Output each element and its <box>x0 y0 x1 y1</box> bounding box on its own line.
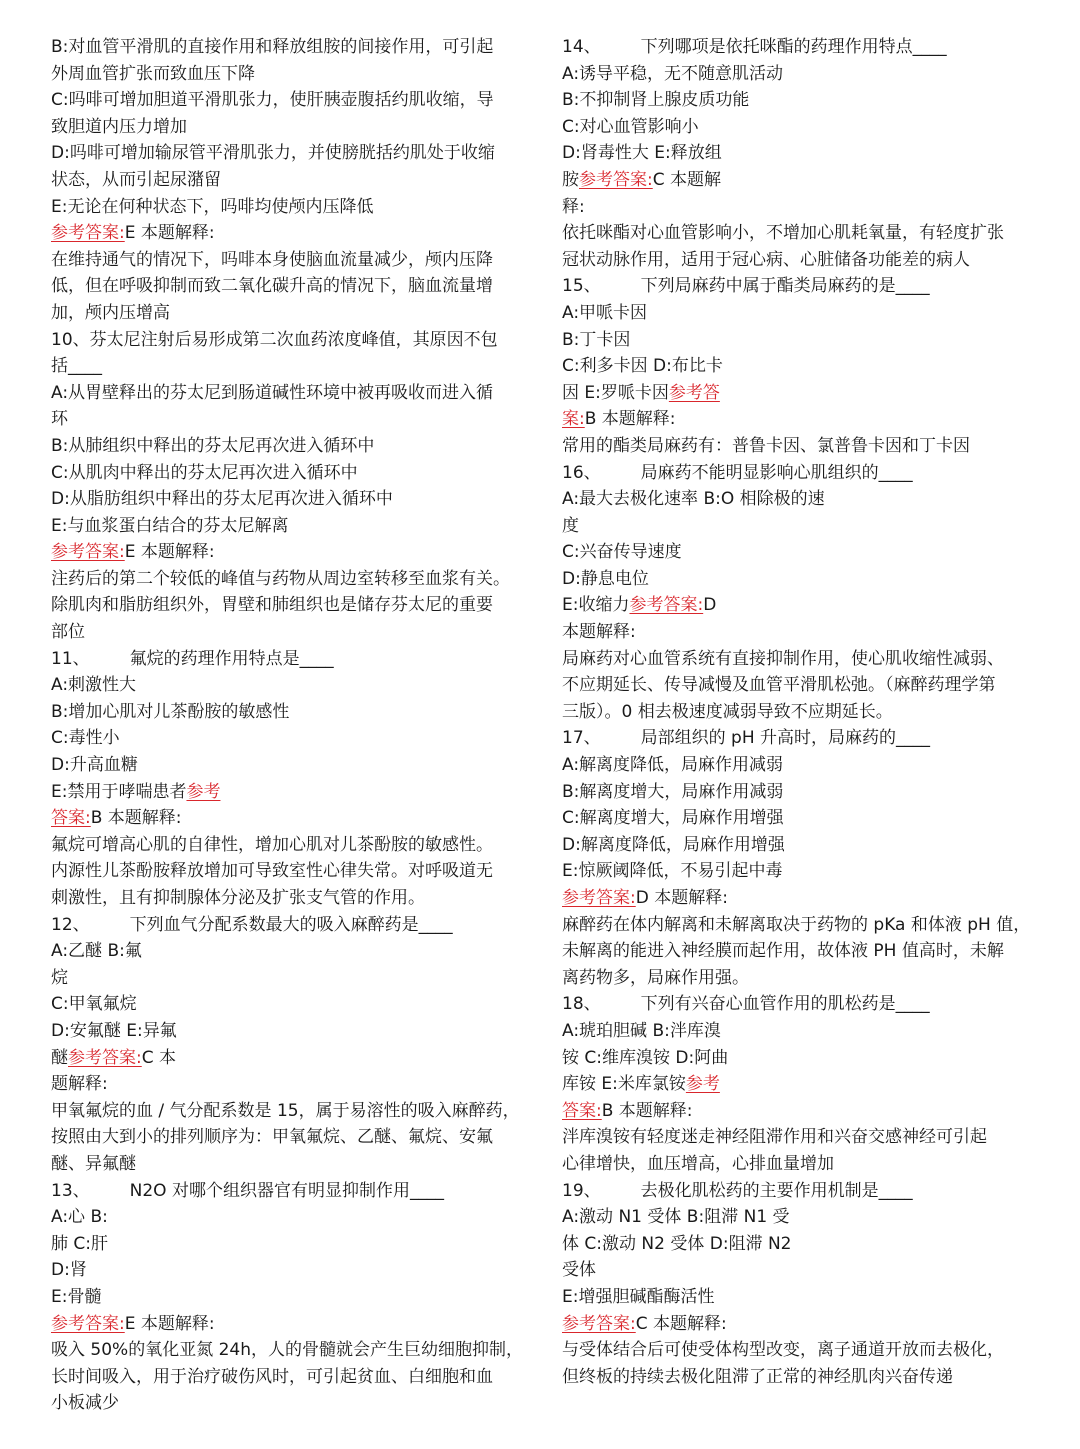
text-line <box>562 539 1057 566</box>
line-text: C:甲氧氟烷 <box>51 994 137 1015</box>
line-text: A:甲哌卡因 <box>562 302 648 323</box>
question-line <box>562 1178 1057 1205</box>
text-line <box>51 513 541 540</box>
text-line <box>562 513 1057 540</box>
line-text: A:从胃壁释出的芬太尼到肠道碱性环境中被再吸收而进入循 <box>51 382 494 403</box>
question-text: 下列局麻药中属于酯类局麻药的是____ <box>640 276 930 297</box>
text-line <box>562 327 1057 354</box>
text-line <box>51 34 541 61</box>
answer-line <box>51 1045 541 1072</box>
answer-line <box>51 220 541 247</box>
answer-line <box>562 885 1057 912</box>
text-line <box>51 699 541 726</box>
text-line <box>51 592 541 619</box>
line-text: 离药物多，局麻作用强。 <box>562 967 749 988</box>
reference-answer-label: 参考 <box>685 1074 720 1095</box>
answer-value: C 本 <box>141 1047 177 1068</box>
answer-line <box>51 779 541 806</box>
text-line <box>562 646 1057 673</box>
line-text: 麻醉药在体内解离和未解离取决于药物的 pKa 和体液 pH 值， <box>562 914 1031 935</box>
line-text: 题解释: <box>51 1074 108 1095</box>
line-text: E:与血浆蛋白结合的芬太尼解离 <box>51 515 289 536</box>
line-text: C:对心血管影响小 <box>562 116 699 137</box>
answer-value: D 本题解释: <box>635 888 728 908</box>
text-line <box>562 619 1057 646</box>
answer-line <box>562 1071 1057 1098</box>
line-text: B:从肺组织中释出的芬太尼再次进入循环中 <box>51 435 375 456</box>
line-text: D:升高血糖 <box>51 755 138 776</box>
answer-value: B 本题解释: <box>601 1100 693 1121</box>
line-text: B:解离度增大，局麻作用减弱 <box>562 781 784 802</box>
line-text: D:安氟醚 E:异氟 <box>51 1020 177 1041</box>
text-line <box>562 832 1057 859</box>
text-line <box>562 1045 1057 1072</box>
line-text: 长时间吸入，用于治疗破伤风时，可引起贫血、白细胞和血 <box>51 1366 493 1387</box>
line-text: 铵 C:维库溴铵 D:阿曲 <box>562 1047 729 1068</box>
text-line <box>51 406 541 433</box>
line-text: 冠状动脉作用，适用于冠心病、心脏储备功能差的病人 <box>562 249 970 270</box>
question-line <box>562 460 1057 487</box>
line-text: 10、芬太尼注射后易形成第二次血药浓度峰值，其原因不包 <box>51 329 498 350</box>
line-text: B:丁卡因 <box>562 329 631 350</box>
line-text: 本题解释: <box>562 622 636 643</box>
answer-line <box>562 592 1057 619</box>
text-line <box>562 672 1057 699</box>
line-text: D:肾毒性大 E:释放组 <box>562 143 722 164</box>
text-line <box>51 991 541 1018</box>
text-line <box>51 1204 541 1231</box>
text-line <box>562 699 1057 726</box>
reference-answer-label: 参考答案: <box>68 1047 142 1068</box>
text-line <box>51 380 541 407</box>
line-text: E:骨髓 <box>51 1286 102 1307</box>
text-line <box>51 752 541 779</box>
line-text: 受体 <box>562 1260 596 1281</box>
line-text: 吸入 50%的氧化亚氮 24h，人的骨髓就会产生巨幼细胞抑制， <box>51 1340 523 1361</box>
text-line <box>562 1018 1057 1045</box>
line-text: 环 <box>51 409 68 430</box>
question-number: 14、 <box>562 37 601 57</box>
question-line <box>562 34 1057 61</box>
text-line <box>51 1124 541 1151</box>
text-line <box>51 619 541 646</box>
line-text: 内源性儿茶酚胺释放增加可导致室性心律失常。对呼吸道无 <box>51 861 493 882</box>
text-line <box>51 858 541 885</box>
text-line <box>562 858 1057 885</box>
line-prefix: 库铵 E:米库氯铵 <box>562 1074 686 1095</box>
text-line <box>562 1204 1057 1231</box>
text-line <box>51 194 541 221</box>
line-text: 烷 <box>51 967 68 988</box>
line-text: 注药后的第二个较低的峰值与药物从周边室转移至血浆有关。 <box>51 568 510 589</box>
line-prefix: 胺 <box>562 169 579 190</box>
reference-answer-label: 参考答案: <box>562 888 636 908</box>
line-text: D:解离度降低，局麻作用增强 <box>562 834 785 855</box>
text-line <box>562 1284 1057 1311</box>
line-text: 低，但在呼吸抑制而致二氧化碳升高的情况下，脑血流量增 <box>51 276 493 297</box>
line-text: 不应期延长、传导减慢及血管平滑肌松弛。（麻醉药理学第 <box>562 675 996 696</box>
question-number: 17、 <box>562 728 601 749</box>
line-text: 括____ <box>51 356 102 377</box>
text-line <box>562 247 1057 274</box>
text-line <box>562 87 1057 114</box>
text-line <box>51 433 541 460</box>
line-text: C:利多卡因 D:布比卡 <box>562 356 723 377</box>
text-line <box>51 460 541 487</box>
line-text: 心律增快，血压增高，心排血量增加 <box>562 1153 834 1174</box>
line-text: A:乙醚 B:氟 <box>51 941 142 962</box>
reference-answer-label: 答案: <box>562 1100 602 1121</box>
question-number: 19、 <box>562 1180 601 1201</box>
question-text: 氟烷的药理作用特点是____ <box>129 648 334 669</box>
reference-answer-label: 案: <box>562 409 585 430</box>
line-text: A:琥珀胆碱 B:泮库溴 <box>562 1020 721 1041</box>
reference-answer-label: 答案: <box>51 808 91 829</box>
line-text: E:增强胆碱酯酶活性 <box>562 1286 715 1307</box>
line-text: E:惊厥阈降低，不易引起中毒 <box>562 861 783 882</box>
line-text: 三版）。0 相去极速度减弱导致不应期延长。 <box>562 701 893 722</box>
text-line <box>51 87 541 114</box>
line-prefix: 因 E:罗哌卡因 <box>562 382 669 403</box>
line-text: 氟烷可增高心肌的自律性，增加心肌对儿茶酚胺的敏感性。 <box>51 834 493 855</box>
reference-answer-label: 参考 <box>186 781 221 802</box>
line-text: C:解离度增大，局麻作用增强 <box>562 808 784 829</box>
line-text: 肺 C:肝 <box>51 1233 109 1254</box>
line-text: 释: <box>562 196 585 217</box>
line-text: 依托咪酯对心血管影响小，不增加心肌耗氧量，有轻度扩张 <box>562 223 1004 244</box>
text-line <box>562 1337 1057 1364</box>
reference-answer-label: 参考答案: <box>51 542 125 563</box>
text-line <box>562 140 1057 167</box>
text-line <box>562 779 1057 806</box>
question-text: N2O 对哪个组织器官有明显抑制作用____ <box>129 1180 444 1201</box>
text-line <box>51 114 541 141</box>
answer-line <box>562 167 1057 194</box>
line-text: D:肾 <box>51 1260 87 1281</box>
line-text: 醚、异氟醚 <box>51 1153 136 1174</box>
text-line <box>51 832 541 859</box>
text-line <box>562 912 1057 939</box>
text-line <box>51 247 541 274</box>
line-text: C:从肌肉中释出的芬太尼再次进入循环中 <box>51 462 358 483</box>
text-line <box>51 1151 541 1178</box>
text-line <box>51 353 541 380</box>
line-prefix: E:禁用于哮喘患者 <box>51 781 187 802</box>
question-number: 11、 <box>51 648 90 669</box>
line-text: C:兴奋传导速度 <box>562 542 682 563</box>
line-prefix: 醚 <box>51 1047 68 1068</box>
text-line <box>562 1257 1057 1284</box>
text-line <box>562 486 1057 513</box>
answer-value: C 本题解 <box>652 169 722 190</box>
text-line <box>51 672 541 699</box>
text-line <box>51 1018 541 1045</box>
line-text: 致胆道内压力增加 <box>51 116 187 137</box>
line-text: 除肌肉和脂肪组织外，胃壁和肺组织也是储存芬太尼的重要 <box>51 595 493 616</box>
answer-value: D <box>703 595 717 616</box>
reference-answer-label: 参考答案: <box>562 1313 636 1334</box>
question-text: 下列血气分配系数最大的吸入麻醉药是____ <box>129 914 453 935</box>
line-text: A:激动 N1 受体 B:阻滞 N1 受 <box>562 1207 790 1228</box>
line-text: 甲氧氟烷的血 / 气分配系数是 15，属于易溶性的吸入麻醉药， <box>51 1100 520 1121</box>
reference-answer-label: 参考答 <box>668 382 720 403</box>
question-text: 局部组织的 pH 升高时，局麻药的____ <box>640 728 931 749</box>
line-text: D:从脂肪组织中释出的芬太尼再次进入循环中 <box>51 489 393 510</box>
answer-line <box>562 1098 1057 1125</box>
answer-value: B 本题解释: <box>90 808 182 829</box>
question-text: 下列有兴奋心血管作用的肌松药是____ <box>640 994 930 1015</box>
line-text: 体 C:激动 N2 受体 D:阻滞 N2 <box>562 1233 792 1254</box>
answer-line <box>562 406 1057 433</box>
text-line <box>562 220 1057 247</box>
text-line <box>562 353 1057 380</box>
answer-line <box>51 805 541 832</box>
line-prefix: E:收缩力 <box>562 595 630 616</box>
text-line <box>562 1231 1057 1258</box>
text-line <box>51 1337 541 1364</box>
question-text: 局麻药不能明显影响心肌组织的____ <box>640 462 913 483</box>
text-line <box>51 61 541 88</box>
answer-line <box>51 1311 541 1338</box>
text-line <box>562 433 1057 460</box>
line-text: 刺激性，且有抑制腺体分泌及扩张支气管的作用。 <box>51 888 425 908</box>
text-line <box>562 114 1057 141</box>
question-number: 18、 <box>562 994 601 1015</box>
text-line <box>51 486 541 513</box>
text-line <box>562 566 1057 593</box>
text-line <box>51 1364 541 1391</box>
answer-value: B 本题解释: <box>584 409 676 430</box>
line-text: 状态，从而引起尿潴留 <box>51 169 221 190</box>
text-line <box>51 1231 541 1258</box>
line-text: E:无论在何种状态下，吗啡均使颅内压降低 <box>51 196 374 217</box>
line-text: A:最大去极化速率 B:O 相除极的速 <box>562 489 825 510</box>
text-line <box>562 61 1057 88</box>
text-line <box>51 1257 541 1284</box>
text-line <box>51 1284 541 1311</box>
answer-value: E 本题解释: <box>124 542 215 563</box>
answer-value: C 本题解释: <box>635 1313 727 1334</box>
line-text: A:解离度降低，局麻作用减弱 <box>562 755 784 776</box>
text-line <box>51 965 541 992</box>
question-line <box>51 1178 541 1205</box>
question-line <box>51 646 541 673</box>
line-text: D:吗啡可增加输尿管平滑肌张力，并使膀胱括约肌处于收缩 <box>51 143 495 164</box>
text-line <box>562 1151 1057 1178</box>
question-number: 12、 <box>51 914 90 935</box>
question-number: 16、 <box>562 462 601 483</box>
text-line <box>562 300 1057 327</box>
text-line <box>51 1390 541 1417</box>
reference-answer-label: 参考答案: <box>579 169 653 190</box>
question-line <box>562 273 1057 300</box>
answer-line <box>51 539 541 566</box>
question-text: 去极化肌松药的主要作用机制是____ <box>640 1180 913 1201</box>
question-line <box>562 725 1057 752</box>
question-line <box>562 991 1057 1018</box>
text-line <box>51 1098 541 1125</box>
right-column <box>562 34 1057 1390</box>
line-text: B:增加心肌对儿茶酚胺的敏感性 <box>51 701 290 722</box>
question-number: 15、 <box>562 276 601 297</box>
line-text: 未解离的能进入神经膜而起作用，故体液 PH 值高时，未解 <box>562 941 1004 962</box>
text-line <box>51 300 541 327</box>
line-text: A:刺激性大 <box>51 675 137 696</box>
text-line <box>51 1071 541 1098</box>
text-line <box>562 194 1057 221</box>
text-line <box>562 965 1057 992</box>
text-line <box>51 885 541 912</box>
reference-answer-label: 参考答案: <box>51 223 125 244</box>
line-text: 部位 <box>51 622 85 643</box>
line-text: 小板减少 <box>51 1393 119 1414</box>
reference-answer-label: 参考答案: <box>51 1313 125 1334</box>
line-text: B:对血管平滑肌的直接作用和释放组胺的间接作用，可引起 <box>51 37 494 57</box>
text-line <box>51 273 541 300</box>
line-text: 在维持通气的情况下，吗啡本身使脑血流量减少，颅内压降 <box>51 249 493 270</box>
reference-answer-label: 参考答案: <box>629 595 704 616</box>
line-text: D:静息电位 <box>562 568 649 589</box>
text-line <box>562 938 1057 965</box>
text-line <box>562 1124 1057 1151</box>
text-line <box>562 1364 1057 1391</box>
question-number: 13、 <box>51 1180 90 1201</box>
line-text: 度 <box>562 515 579 536</box>
line-text: 局麻药对心血管系统有直接抑制作用，使心肌收缩性减弱、 <box>562 648 1004 669</box>
line-text: 与受体结合后可使受体构型改变，离子通道开放而去极化， <box>562 1340 1004 1361</box>
answer-value: E 本题解释: <box>124 1313 215 1334</box>
line-text: C:吗啡可增加胆道平滑肌张力，使肝胰壶腹括约肌收缩，导 <box>51 90 494 111</box>
line-text: 加，颅内压增高 <box>51 302 170 323</box>
line-text: A:诱导平稳，无不随意肌活动 <box>562 63 784 84</box>
text-line <box>562 752 1057 779</box>
line-text: 按照由大到小的排列顺序为：甲氧氟烷、乙醚、氟烷、安氟 <box>51 1127 493 1148</box>
text-line <box>51 938 541 965</box>
line-text: 但终板的持续去极化阻滞了正常的神经肌肉兴奋传递 <box>562 1366 953 1387</box>
answer-line <box>562 380 1057 407</box>
text-line <box>51 566 541 593</box>
line-text: C:毒性小 <box>51 728 120 749</box>
text-line <box>562 805 1057 832</box>
text-line <box>51 327 541 354</box>
line-text: 泮库溴铵有轻度迷走神经阻滞作用和兴奋交感神经可引起 <box>562 1127 987 1148</box>
line-text: 常用的酯类局麻药有：普鲁卡因、氯普鲁卡因和丁卡因 <box>562 435 970 456</box>
answer-value: E 本题解释: <box>124 223 215 244</box>
answer-line <box>562 1311 1057 1338</box>
question-line <box>51 912 541 939</box>
text-line <box>51 725 541 752</box>
text-line <box>51 167 541 194</box>
line-text: 外周血管扩张而致血压下降 <box>51 63 255 84</box>
question-text: 下列哪项是依托咪酯的药理作用特点____ <box>640 37 947 57</box>
text-line <box>51 140 541 167</box>
line-text: A:心 B: <box>51 1207 108 1228</box>
left-column <box>51 34 541 1417</box>
line-text: B:不抑制肾上腺皮质功能 <box>562 90 750 111</box>
